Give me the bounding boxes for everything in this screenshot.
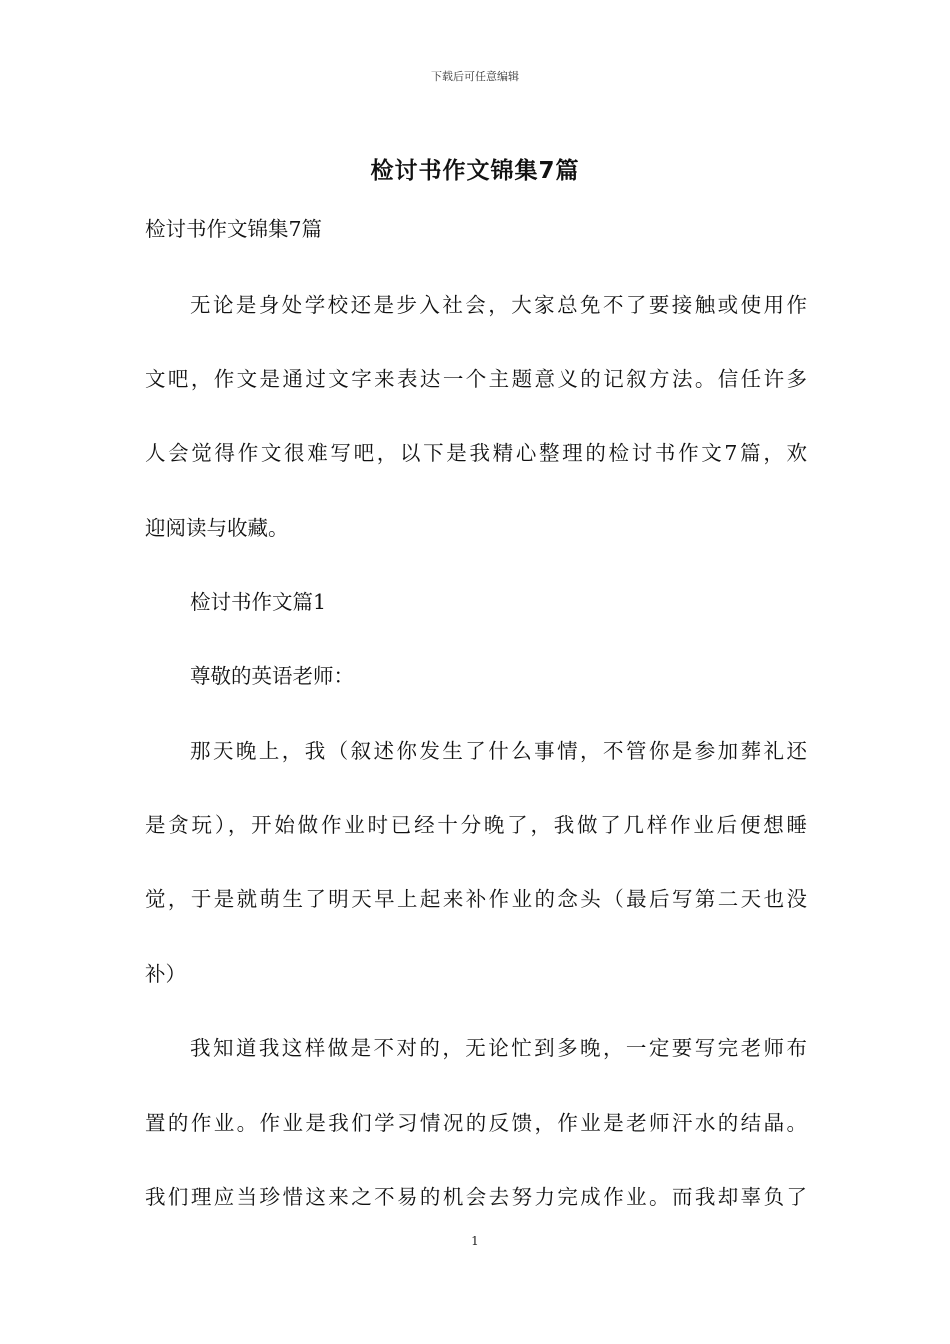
intro-line-3: 人会觉得作文很难写吧，以下是我精心整理的检讨书作文7篇，欢 [145, 441, 807, 465]
para1-line-4: 补） [145, 962, 186, 986]
para1-line-3: 觉，于是就萌生了明天早上起来补作业的念头（最后写第二天也没 [145, 887, 807, 911]
page-number: 1 [471, 1234, 479, 1248]
para1-line-1: 那天晚上，我（叙述你发生了什么事情，不管你是参加葬礼还 [190, 739, 807, 763]
intro-line-4: 迎阅读与收藏。 [145, 516, 289, 540]
para1-line-2: 是贪玩），开始做作业时已经十分晚了，我做了几样作业后便想睡 [145, 813, 807, 837]
salutation: 尊敬的英语老师： [190, 664, 354, 688]
para2-line-3: 我们理应当珍惜这来之不易的机会去努力完成作业。而我却辜负了 [145, 1185, 807, 1209]
para2-line-2: 置的作业。作业是我们学习情况的反馈，作业是老师汗水的结晶。 [145, 1111, 807, 1135]
intro-line-2: 文吧，作文是通过文字来表达一个主题意义的记叙方法。信任许多 [145, 367, 807, 391]
intro-line-1: 无论是身处学校还是步入社会，大家总免不了要接触或使用作 [190, 293, 807, 317]
para2-line-1: 我知道我这样做是不对的，无论忙到多晚，一定要写完老师布 [190, 1036, 807, 1060]
section-heading: 检讨书作文篇1 [190, 590, 327, 614]
document-title: 检讨书作文锦集7篇 [370, 158, 580, 184]
document-subtitle: 检讨书作文锦集7篇 [145, 217, 323, 241]
page-header-note: 下载后可任意编辑 [431, 70, 519, 83]
